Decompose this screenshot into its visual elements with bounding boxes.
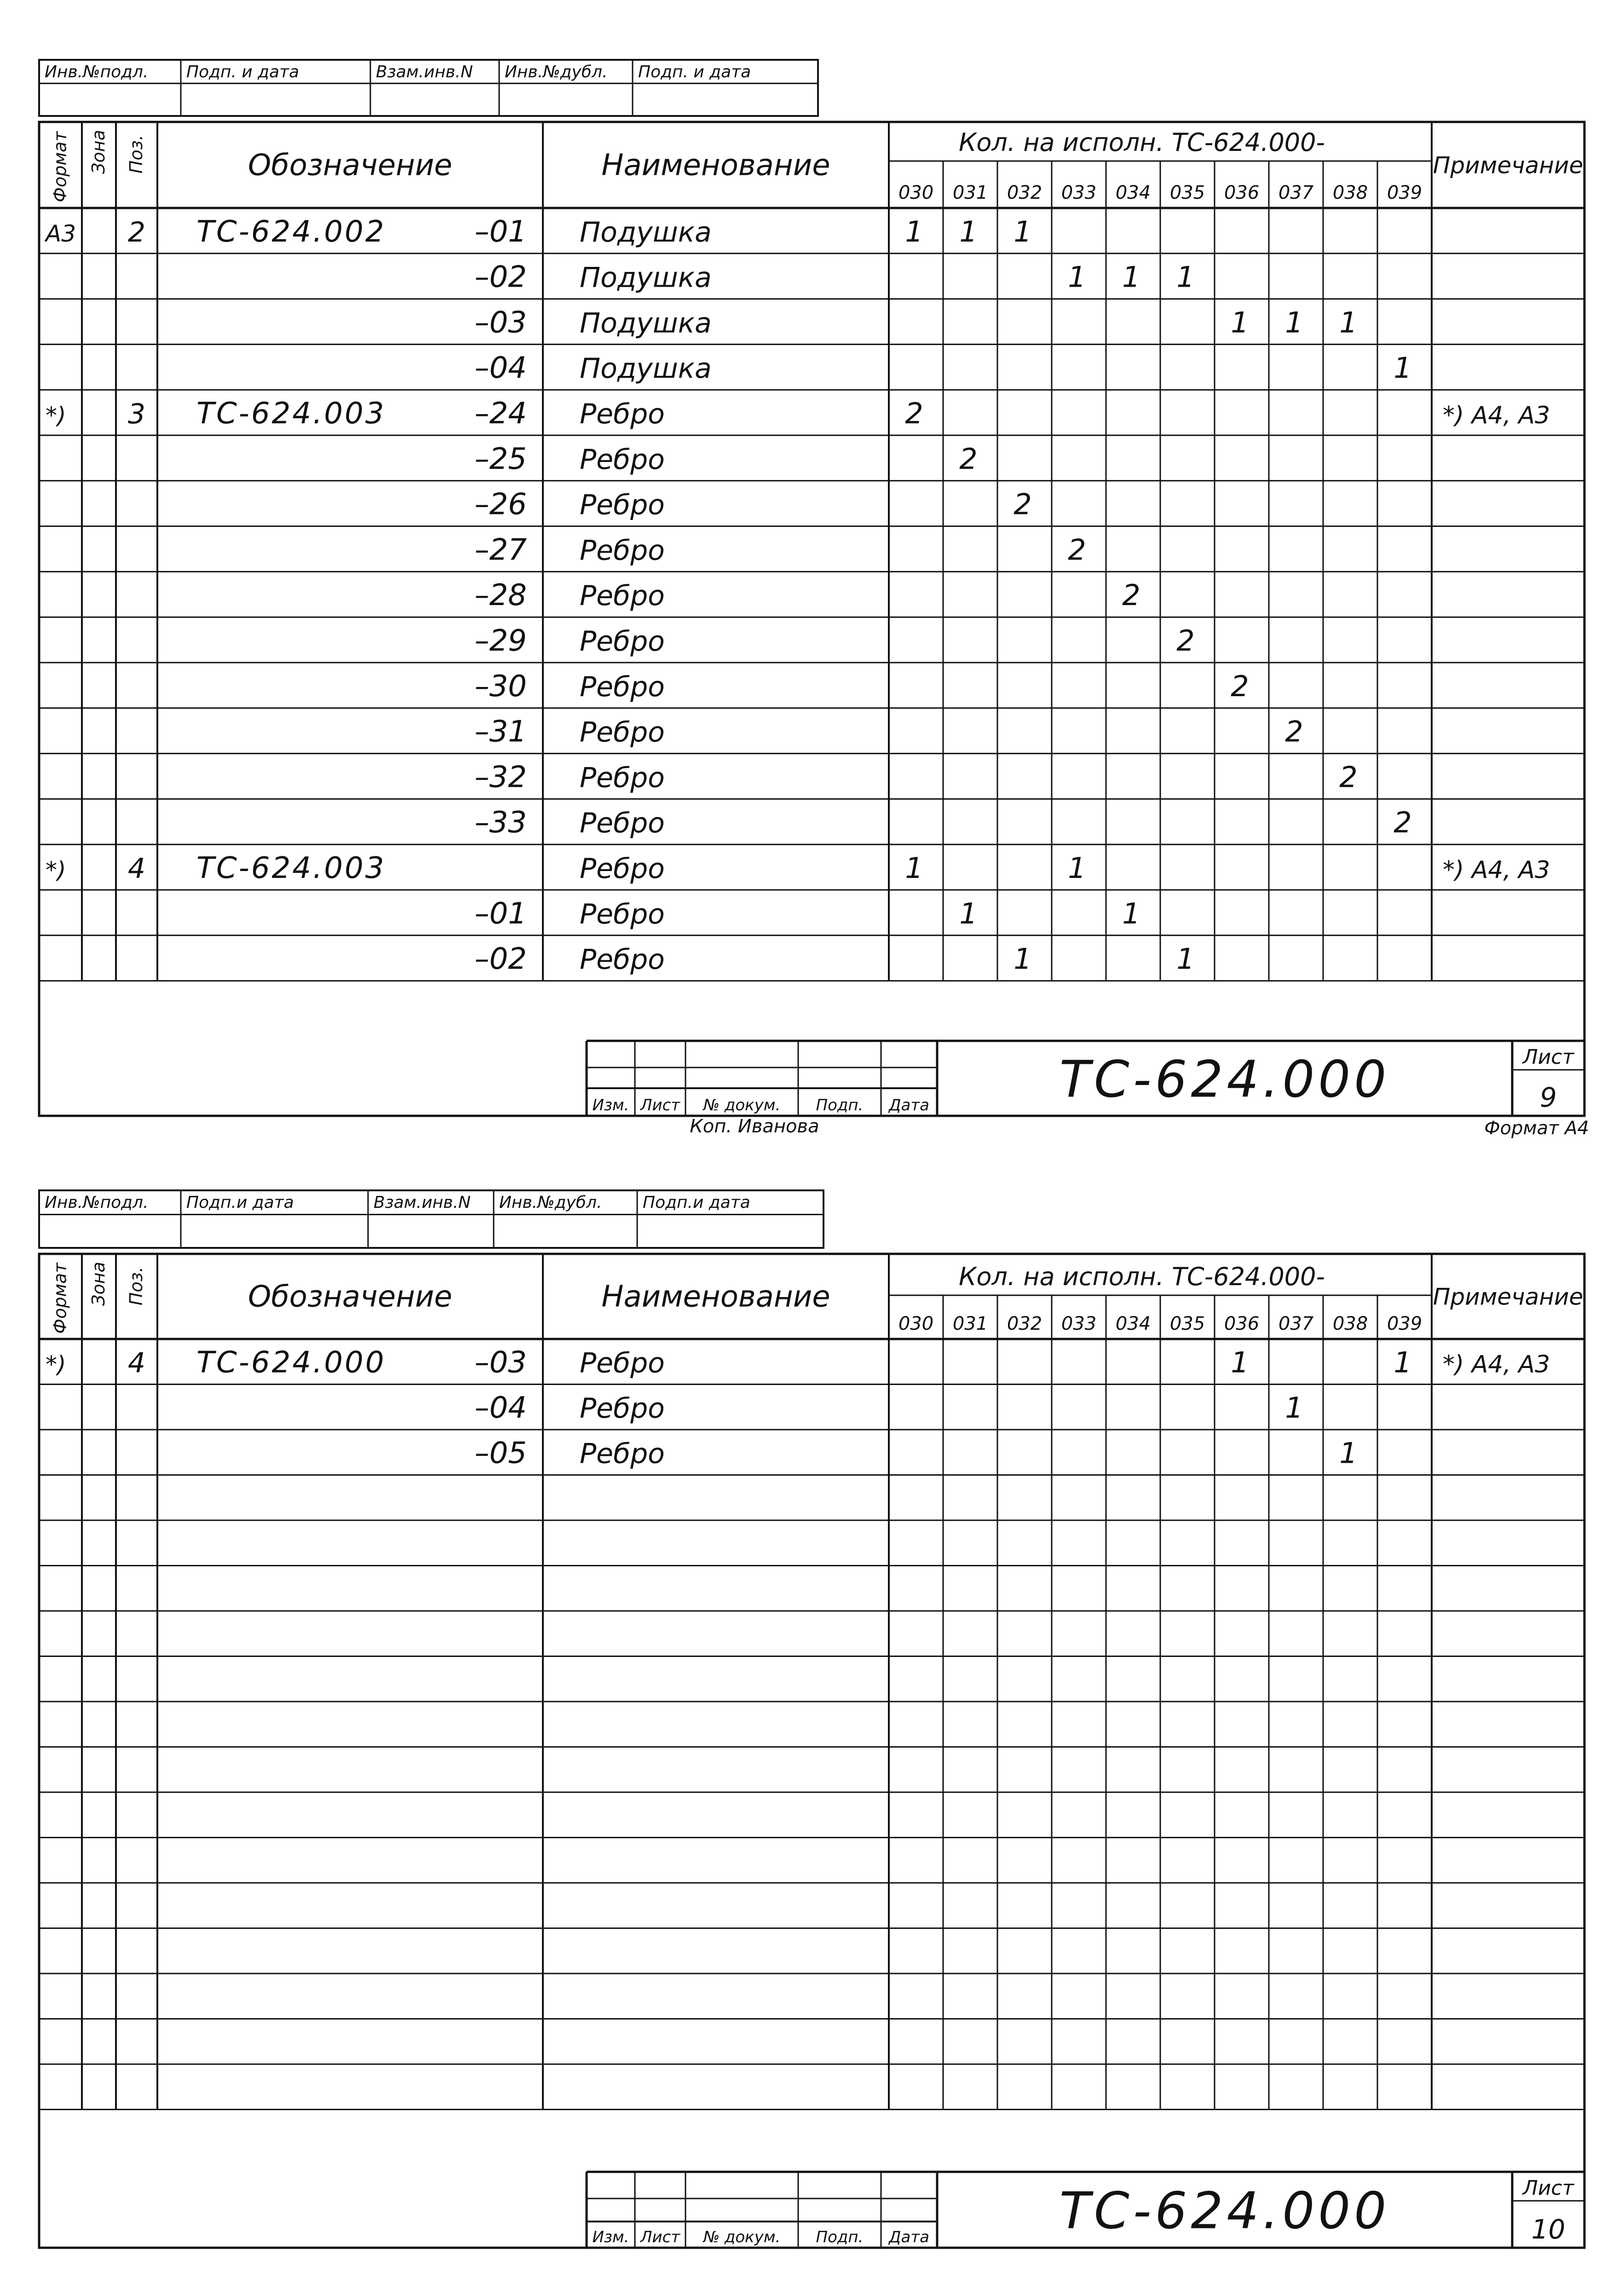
- row-designation-suffix: –01: [474, 214, 527, 249]
- header-qty-group: Кол. на исполн. ТС-624.000-: [958, 1262, 1325, 1291]
- row-qty-031: 2: [959, 442, 978, 476]
- row-designation-suffix: –31: [474, 715, 527, 749]
- row-designation-suffix: –28: [474, 578, 527, 613]
- row-designation-suffix: –02: [474, 260, 527, 294]
- header-pos: Поз.: [126, 1266, 146, 1306]
- header-pos: Поз.: [126, 134, 146, 174]
- title-block-label: Изм.: [592, 2228, 629, 2246]
- row-designation-suffix: –01: [474, 896, 527, 931]
- row-designation-suffix: –25: [474, 442, 527, 476]
- row-designation-suffix: –32: [474, 760, 527, 795]
- row-qty-039: 1: [1394, 351, 1412, 385]
- row-designation: ТС-624.000: [196, 1345, 386, 1380]
- row-qty-038: 1: [1339, 306, 1358, 340]
- row-name: Подушка: [580, 261, 712, 294]
- row-designation-suffix: –03: [474, 306, 527, 340]
- format-label: Формат А4: [1484, 1118, 1589, 1139]
- sheet-number: 10: [1531, 2214, 1566, 2245]
- header-variant-033: 033: [1061, 1313, 1097, 1334]
- row-name: Ребро: [580, 1392, 665, 1425]
- row-qty-037: 1: [1285, 1391, 1303, 1425]
- sheet-frame: [39, 1254, 1584, 2248]
- row-name: Ребро: [580, 534, 665, 567]
- row-name: Ребро: [580, 398, 665, 430]
- title-block-label: Лист: [640, 1096, 680, 1114]
- header-variant-030: 030: [898, 182, 934, 203]
- row-name: Ребро: [580, 1437, 665, 1470]
- row-designation-suffix: –04: [474, 351, 527, 386]
- row-qty-037: 2: [1285, 715, 1303, 749]
- row-qty-030: 1: [905, 851, 923, 885]
- row-name: Ребро: [580, 943, 665, 976]
- row-qty-035: 1: [1176, 942, 1195, 976]
- row-name: Ребро: [580, 807, 665, 840]
- stamp-label: Подп.и дата: [186, 1193, 294, 1212]
- title-block-label: Изм.: [592, 1096, 629, 1114]
- sheet-frame: [39, 122, 1584, 1116]
- row-qty-032: 2: [1014, 487, 1032, 521]
- row-qty-033: 1: [1068, 851, 1086, 885]
- title-block-label: Дата: [888, 1096, 930, 1114]
- header-variant-038: 038: [1332, 1313, 1368, 1334]
- header-note: Примечание: [1433, 152, 1584, 179]
- stamp-label: Инв.№дубл.: [505, 63, 608, 81]
- sheet-label: Лист: [1522, 1045, 1574, 1069]
- row-name: Ребро: [580, 443, 665, 476]
- row-note: *) А4, А3: [1443, 856, 1550, 884]
- row-name: Ребро: [580, 716, 665, 749]
- title-block-label: Подп.: [816, 1096, 864, 1114]
- copied-by: Коп. Иванова: [690, 1116, 819, 1137]
- header-format: Формат: [50, 131, 70, 202]
- row-name: Ребро: [580, 762, 665, 794]
- stamp-label: Инв.№подл.: [45, 63, 149, 81]
- row-format: *): [46, 1351, 66, 1378]
- row-designation-suffix: –05: [474, 1436, 527, 1471]
- row-qty-036: 1: [1231, 306, 1249, 340]
- row-name: Ребро: [580, 898, 665, 930]
- row-qty-031: 1: [959, 214, 978, 248]
- row-qty-033: 1: [1068, 260, 1086, 294]
- row-designation-suffix: –24: [474, 397, 527, 431]
- header-variant-038: 038: [1332, 182, 1368, 203]
- header-format: Формат: [50, 1263, 70, 1334]
- header-zone: Зона: [88, 130, 109, 174]
- header-variant-033: 033: [1061, 182, 1097, 203]
- row-name: Ребро: [580, 1347, 665, 1379]
- row-format: А3: [46, 220, 76, 247]
- sheet-number: 9: [1540, 1082, 1557, 1113]
- header-qty-group: Кол. на исполн. ТС-624.000-: [958, 128, 1325, 157]
- row-qty-036: 1: [1231, 1345, 1249, 1379]
- title-block-label: № докум.: [703, 2228, 781, 2246]
- row-qty-035: 2: [1176, 624, 1195, 658]
- row-qty-032: 1: [1014, 942, 1032, 976]
- row-position: 3: [127, 398, 146, 430]
- row-qty-033: 2: [1068, 533, 1086, 567]
- row-designation-suffix: –26: [474, 487, 527, 522]
- header-variant-036: 036: [1224, 1313, 1260, 1334]
- title-block-label: Дата: [888, 2228, 930, 2246]
- row-qty-030: 1: [905, 214, 923, 248]
- row-designation-suffix: –02: [474, 942, 527, 976]
- row-name: Ребро: [580, 853, 665, 885]
- row-qty-031: 1: [959, 896, 978, 930]
- header-variant-035: 035: [1169, 1313, 1205, 1334]
- row-qty-038: 1: [1339, 1436, 1358, 1470]
- row-designation: ТС-624.003: [196, 397, 386, 431]
- header-variant-034: 034: [1115, 1313, 1151, 1334]
- row-format: *): [46, 857, 66, 883]
- row-name: Ребро: [580, 670, 665, 703]
- header-name: Наименование: [601, 148, 830, 183]
- header-variant-031: 031: [952, 1313, 988, 1334]
- row-designation-suffix: –04: [474, 1391, 527, 1425]
- row-qty-039: 1: [1394, 1345, 1412, 1379]
- row-designation-suffix: –33: [474, 806, 527, 840]
- row-qty-036: 2: [1231, 669, 1249, 703]
- row-name: Подушка: [580, 352, 712, 385]
- header-designation: Обозначение: [248, 148, 453, 183]
- header-name: Наименование: [601, 1280, 830, 1314]
- sheet-label: Лист: [1522, 2176, 1574, 2200]
- row-qty-030: 2: [905, 397, 923, 430]
- row-designation-suffix: –29: [474, 624, 527, 658]
- stamp-label: Подп. и дата: [186, 63, 299, 81]
- row-qty-035: 1: [1176, 260, 1195, 294]
- title-block-label: № докум.: [703, 1096, 781, 1114]
- header-variant-030: 030: [898, 1313, 934, 1334]
- row-name: Ребро: [580, 625, 665, 658]
- row-format: *): [46, 402, 66, 429]
- row-designation: ТС-624.002: [196, 214, 386, 249]
- header-variant-034: 034: [1115, 182, 1151, 203]
- spec-sheet-9: [39, 60, 1589, 1139]
- stamp-label: Взам.инв.N: [374, 1193, 471, 1212]
- header-variant-035: 035: [1169, 182, 1205, 203]
- header-zone: Зона: [88, 1262, 109, 1306]
- header-variant-032: 032: [1007, 182, 1042, 203]
- row-designation-suffix: –03: [474, 1345, 527, 1380]
- header-variant-037: 037: [1278, 182, 1314, 203]
- header-variant-036: 036: [1224, 182, 1260, 203]
- row-note: *) А4, А3: [1443, 1350, 1550, 1379]
- row-note: *) А4, А3: [1443, 402, 1550, 429]
- stamp-label: Подп.и дата: [643, 1193, 750, 1212]
- title-block-label: Подп.: [816, 2228, 864, 2246]
- header-variant-037: 037: [1278, 1313, 1314, 1334]
- row-designation-suffix: –30: [474, 669, 527, 704]
- row-position: 4: [127, 1347, 146, 1379]
- header-designation: Обозначение: [248, 1280, 453, 1314]
- row-name: Подушка: [580, 307, 712, 340]
- header-variant-039: 039: [1387, 182, 1422, 203]
- row-name: Ребро: [580, 580, 665, 612]
- stamp-label: Инв.№дубл.: [499, 1193, 602, 1212]
- header-variant-039: 039: [1387, 1313, 1422, 1334]
- row-qty-038: 2: [1339, 760, 1358, 794]
- row-designation-suffix: –27: [474, 533, 527, 567]
- stamp-label: Подп. и дата: [638, 63, 751, 81]
- stamp-label: Взам.инв.N: [376, 63, 473, 81]
- document-number: ТС-624.000: [1059, 1050, 1390, 1109]
- document-number: ТС-624.000: [1059, 2181, 1390, 2240]
- row-qty-034: 1: [1122, 896, 1140, 930]
- row-position: 2: [127, 216, 146, 248]
- header-variant-031: 031: [952, 182, 988, 203]
- row-qty-037: 1: [1285, 306, 1303, 340]
- row-position: 4: [127, 853, 146, 885]
- row-name: Подушка: [580, 216, 712, 248]
- spec-sheet-10: [39, 1190, 1584, 2248]
- row-name: Ребро: [580, 489, 665, 521]
- row-qty-034: 1: [1122, 260, 1140, 294]
- title-block-label: Лист: [640, 2228, 680, 2246]
- row-qty-039: 2: [1394, 806, 1412, 840]
- header-note: Примечание: [1433, 1283, 1584, 1310]
- row-qty-034: 2: [1122, 578, 1140, 612]
- header-variant-032: 032: [1007, 1313, 1042, 1334]
- stamp-label: Инв.№подл.: [45, 1193, 149, 1212]
- row-designation: ТС-624.003: [196, 851, 386, 885]
- row-qty-032: 1: [1014, 214, 1032, 248]
